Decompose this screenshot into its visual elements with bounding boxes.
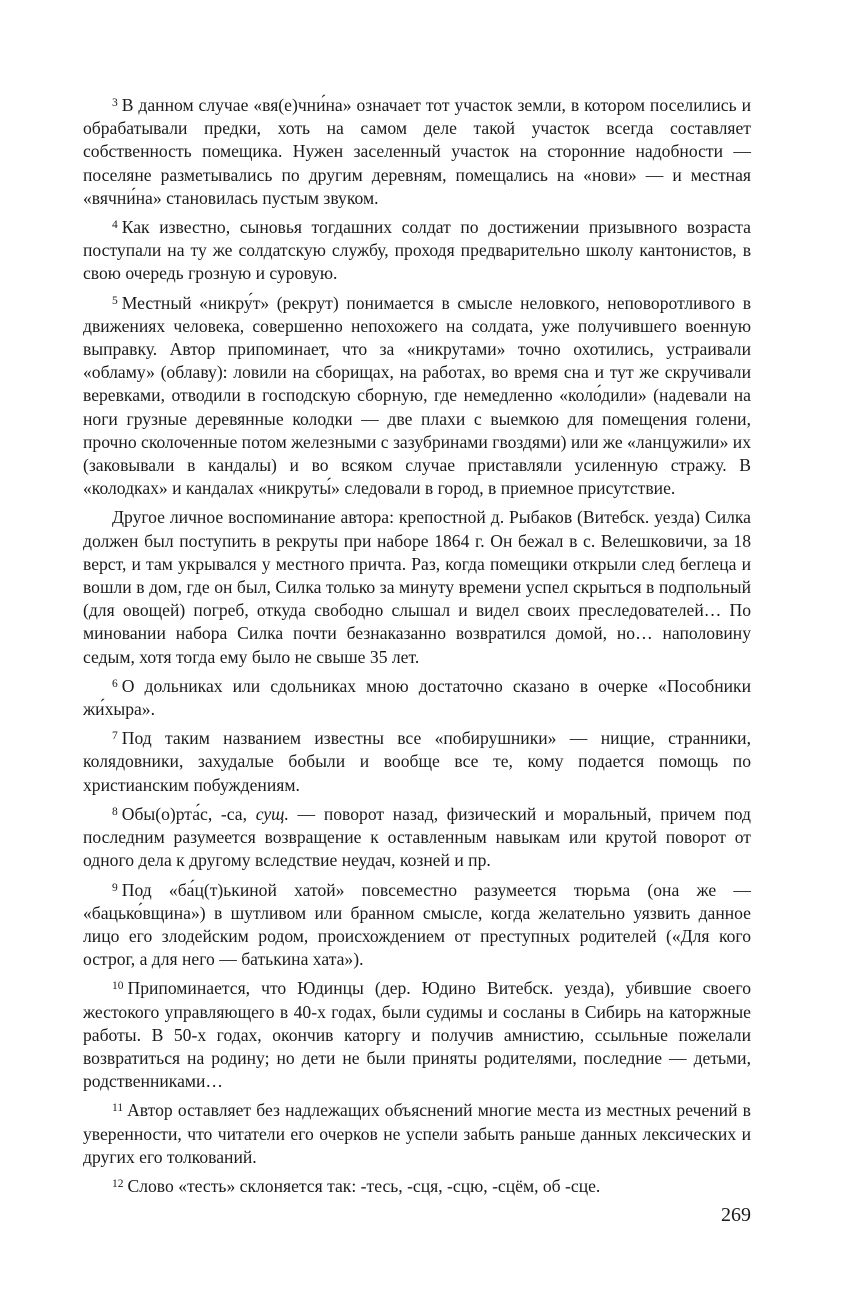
footnote-number: 3 (112, 97, 118, 109)
footnote-number: 7 (112, 730, 118, 743)
footnote-text-end: — поворот назад, физический и моральный, причем под последним разумеется возвращение к оставленным навыкам или крутой поворот от одного дела к другому вследствие неудач, козней и пр. (83, 803, 751, 871)
footnote-text: Слово «тесть» склоняется так: -тесь, -сця, -сцю, -сцём, об -сце. (127, 1175, 601, 1196)
footnote-text-italic: сущ. (255, 803, 289, 824)
footnote-9 (83, 879, 751, 972)
footnote-text: Как известно, сыновья тогдашних солдат по достижении призывного возраста поступали на ту же солдатскую службу, проходя предварительно школу кантонистов, в свою очередь грозную и суровую. (83, 217, 751, 284)
footnote-number: 6 (112, 677, 118, 690)
footnote-8 (83, 803, 751, 873)
footnote-number: 8 (112, 805, 118, 818)
footnote-number: 10 (112, 980, 124, 993)
footnote-text: Припоминается, что Юдинцы (дер. Юдино Витебск. уезда), убившие своего жестокого управляющего в 40-х годах, были судимы и сосланы в Сибирь на каторжные работы. В 50-х годах, окончив каторгу и получив амнистию, ссыльные пожелали возвратиться на родину; но дети не были приняты родителями, последние — детьми, родственниками… (83, 978, 751, 1092)
footnote-number: 11 (112, 1102, 124, 1115)
footnote-10 (83, 977, 751, 1093)
footnote-text: В данном случае «вя(е)чни́на» означает тот участок земли, в котором поселились и обрабатывали предки, хоть на самом деле такой участок всегда составляет собственность помещика. Нужен заселенный участок на сторонние надобности — поселяне разметывались по другим деревням, помещались на «нови» — и местная «вячни́на» становилась пустым звуком. (83, 95, 751, 208)
footnote-4 (83, 216, 751, 286)
footnote-text: О дольниках или сдольниках мною достаточно сказано в очерке «Пособники жи́хыра». (83, 675, 751, 720)
footnote-text: Другое личное воспоминание автора: крепостной д. Рыбаков (Витебск. уезда) Силка должен был поступить в рекруты при наборе 1864 г. Он бежал в с. Велешковичи, за 18 верст, и там укрывался у местного причта. Раз, когда помещики открыли след беглеца и вошли в дом, где он был, Силка только за минуту времени успел скрыться в подпольный (для овощей) погреб, откуда свободно слышал и видел своих преследователей… По миновании набора Силка почти безнаказанно возвратился домой, но… наполовину седым, хотя тогда ему было не свыше 35 лет. (83, 507, 751, 667)
footnote-3 (83, 94, 751, 210)
footnote-11 (83, 1099, 751, 1169)
footnote-5 (83, 292, 751, 501)
footnote-number: 12 (112, 1177, 124, 1190)
footnote-number: 9 (112, 881, 118, 894)
footnote-text: Автор оставляет без надлежащих объяснений многие места из местных речений в уверенности, что читатели его очерков не успели забыть раньше данных лексических и других его толкований. (83, 1100, 751, 1167)
footnote-number: 4 (112, 219, 118, 232)
footnote-12 (83, 1175, 751, 1198)
footnote-5-continuation (83, 506, 751, 668)
footnote-text-start: Обы(о)рта́с, -са, (121, 803, 256, 824)
footnote-7 (83, 727, 751, 797)
footnote-text: Под таким названием известны все «побирушники» — нищие, странники, колядовники, захудалые бобыли и вообще все те, кому подается помощь по христианским побуждениям. (83, 728, 751, 795)
footnote-text: Местный «никру́т» (рекрут) понимается в смысле неловкого, неповоротливого в движениях человека, совершенно непохожего на солдата, уже получившего военную выправку. Автор припоминает, что за «никрутами» точно охотились, устраивали «обламу» (облаву): ловили на сборищах, на работах, во время сна и тут же скручивали веревками, отводили в господскую сборную, где немедленно «коло́дили» (надевали на ноги грузные деревянные колодки — две плахи с выемкою для помещения голени, прочно сколоченные потом железными с зазубринами гвоздями) или же «ланцужили» их (заковывали в кандалы) и во всяком случае приставляли усиленную стражу. В «колодках» и кандалах «никруты́» следовали в город, в приемное присутствие. (83, 292, 752, 499)
footnote-number: 5 (112, 294, 118, 307)
footnote-6 (83, 675, 751, 721)
footnote-text: Под «ба́ц(т)ькиной хатой» повсеместно разумеется тюрьма (она же — «бацько́вщина») в шутливом или бранном смысле, когда желательно уязвить данное лицо его злодейским родом, происхождением от преступных родителей («Для кого острог, а для него — батькина хата»). (83, 879, 751, 970)
page-number: 269 (721, 1204, 751, 1226)
footnotes-block (83, 94, 751, 1204)
